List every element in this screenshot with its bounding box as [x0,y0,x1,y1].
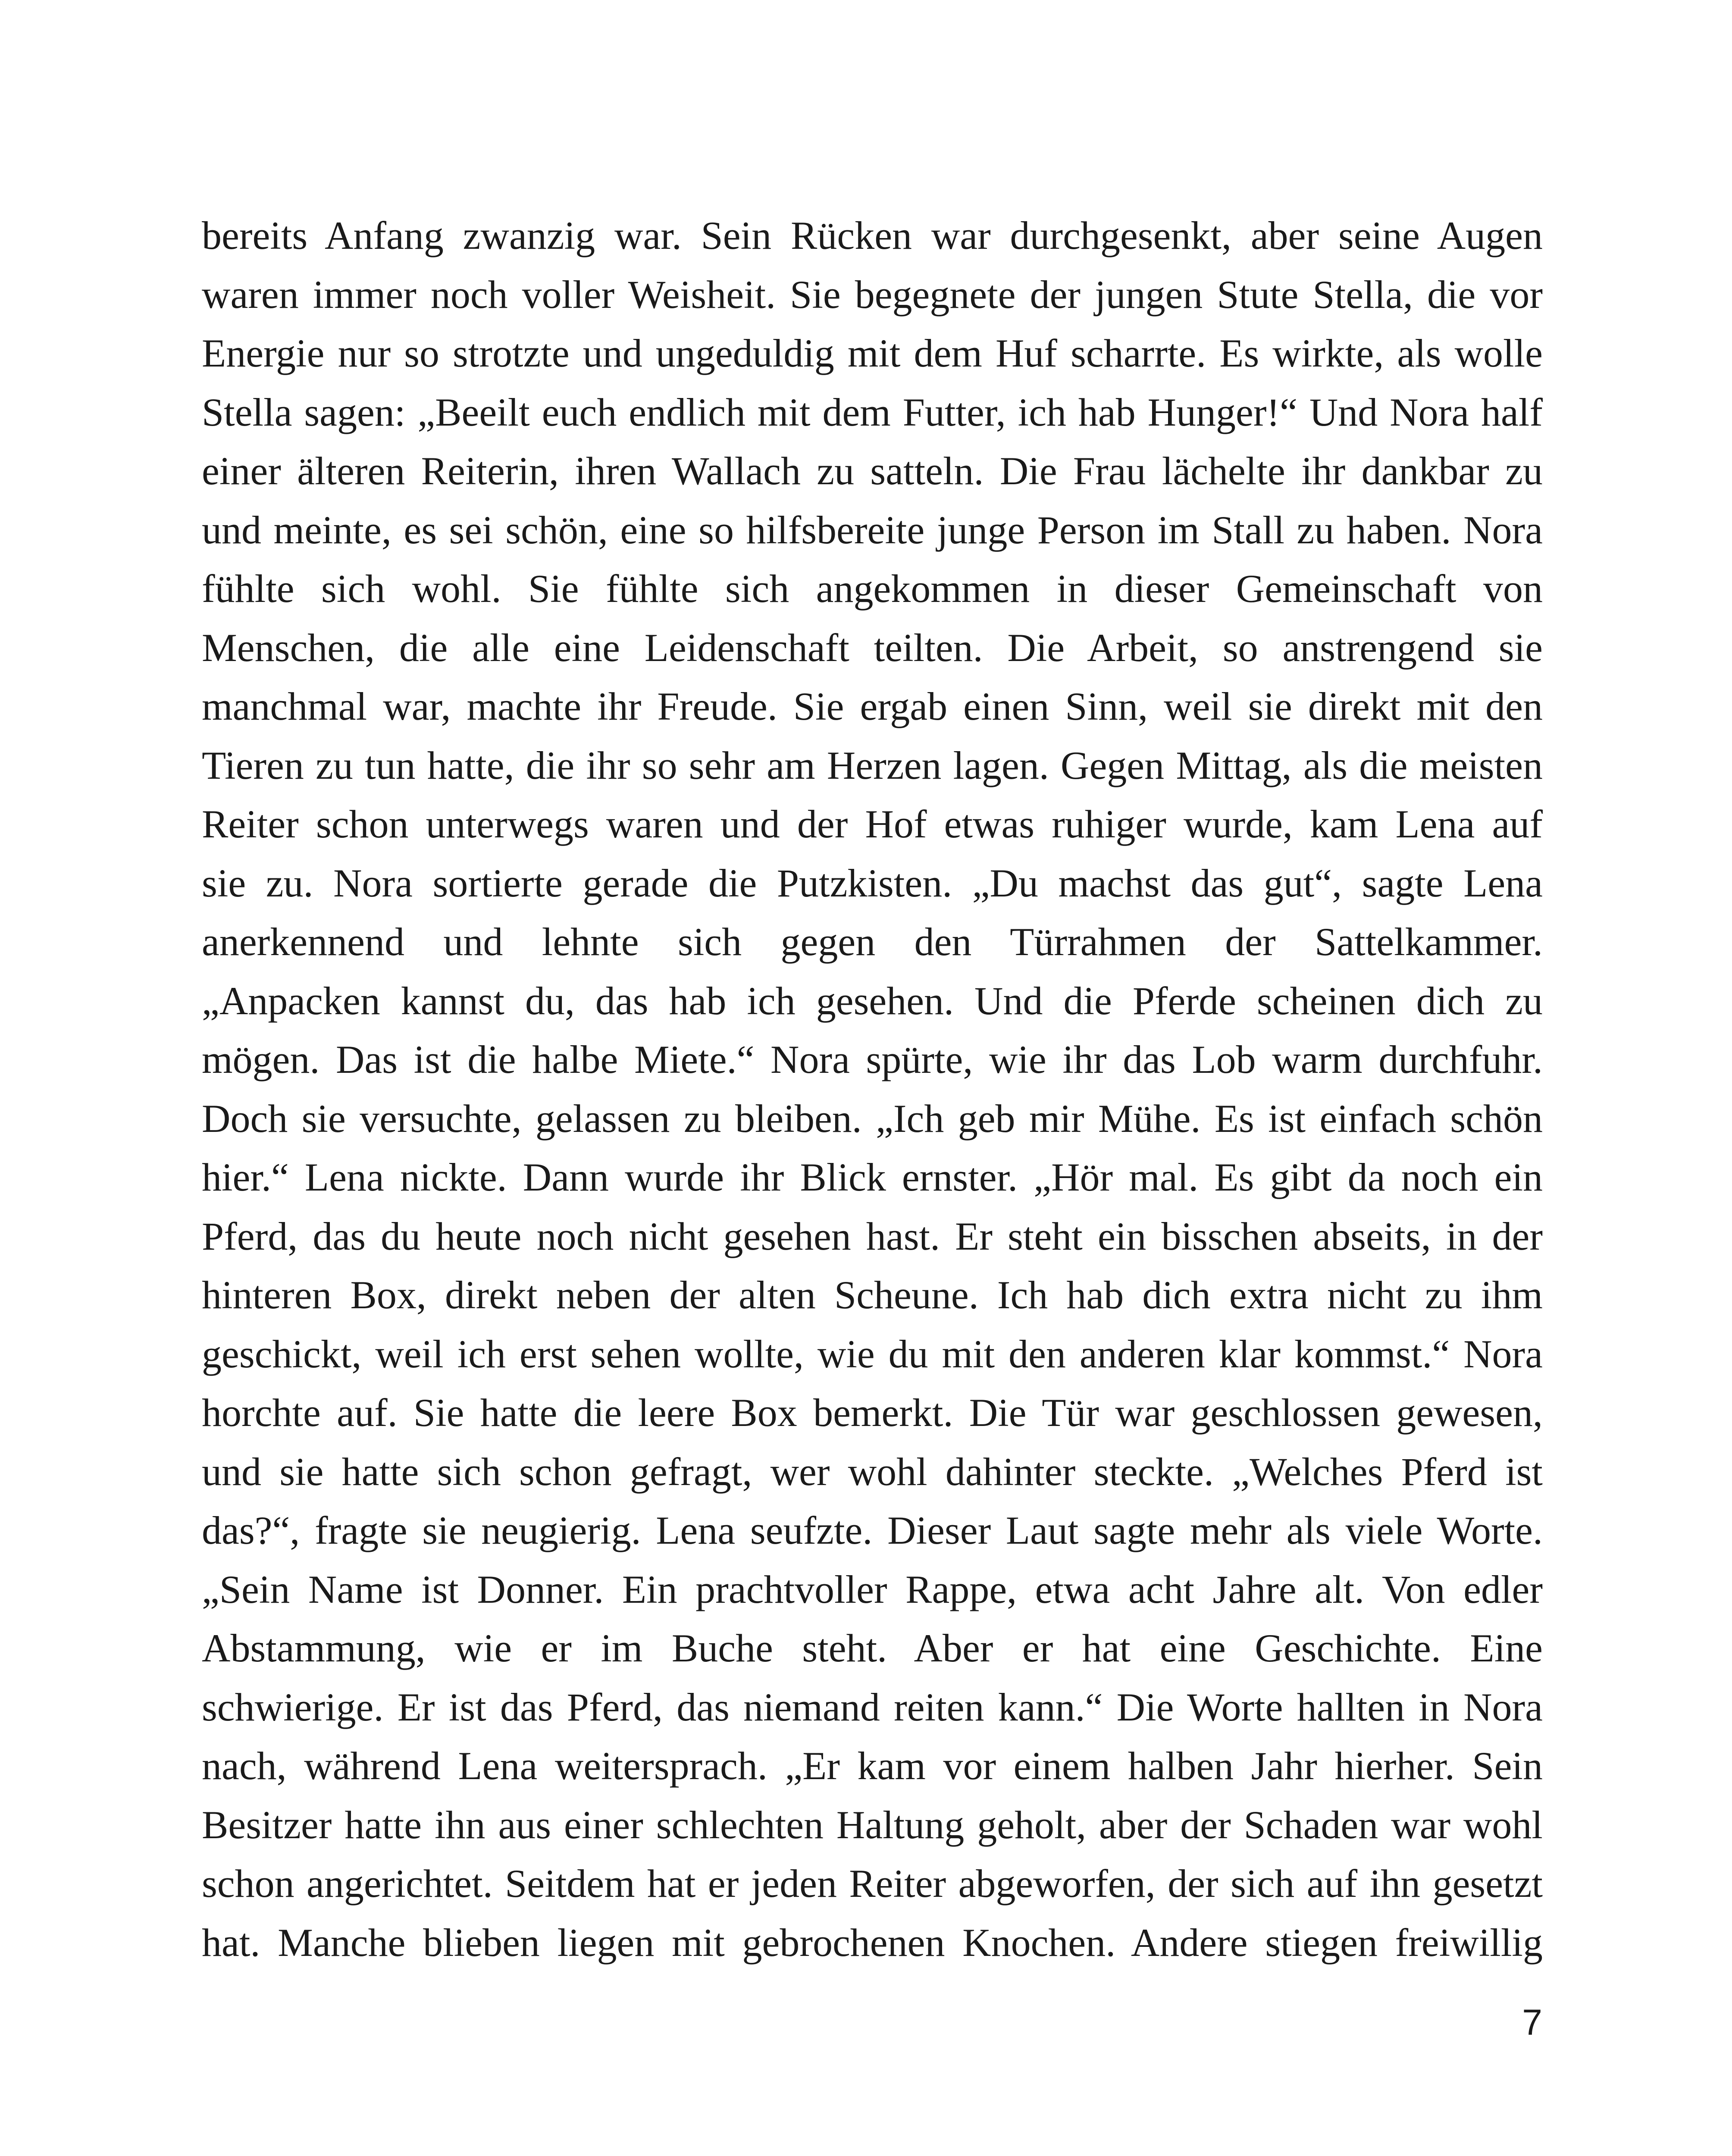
text-line: Menschen, die alle eine Leidenschaft teilten. Die Arbeit, so anstrengend sie [202,625,1543,670]
text-line: fühlte sich wohl. Sie fühlte sich angekommen in dieser Gemeinschaft von [202,567,1543,611]
text-line: das?“, fragte sie neugierig. Lena seufzte. Dieser Laut sagte mehr als viele Worte. [202,1508,1543,1552]
text-line: bereits Anfang zwanzig war. Sein Rücken war durchgesenkt, aber seine Augen [202,213,1543,257]
text-line: schwierige. Er ist das Pferd, das niemand reiten kann.“ Die Worte hallten in Nora [202,1685,1543,1729]
text-line: Besitzer hatte ihn aus einer schlechten Haltung geholt, aber der Schaden war wohl [202,1802,1543,1847]
text-line: Energie nur so strotzte und ungeduldig mit dem Huf scharrte. Es wirkte, als wolle [202,331,1543,375]
text-line: „Anpacken kannst du, das hab ich gesehen. Und die Pferde scheinen dich zu [202,978,1543,1023]
text-line: horchte auf. Sie hatte die leere Box bemerkt. Die Tür war geschlossen gewesen, [202,1391,1543,1435]
text-line: hier.“ Lena nickte. Dann wurde ihr Blick ernster. „Hör mal. Es gibt da noch ein [202,1155,1543,1199]
text-line: geschickt, weil ich erst sehen wollte, wie du mit den anderen klar kommst.“ Nora [202,1332,1543,1376]
text-line: hinteren Box, direkt neben der alten Scheune. Ich hab dich extra nicht zu ihm [202,1273,1543,1317]
text-line: Stella sagen: „Beeilt euch endlich mit dem Futter, ich hab Hunger!“ Und Nora half [202,390,1543,434]
body-text [202,206,1543,1972]
text-line: sie zu. Nora sortierte gerade die Putzkisten. „Du machst das gut“, sagte Lena [202,861,1543,905]
text-line: manchmal war, machte ihr Freude. Sie ergab einen Sinn, weil sie direkt mit den [202,684,1543,728]
text-line: anerkennend und lehnte sich gegen den Türrahmen der Sattelkammer. [202,920,1543,964]
text-line: Tieren zu tun hatte, die ihr so sehr am Herzen lagen. Gegen Mittag, als die meisten [202,743,1543,787]
text-line: Pferd, das du heute noch nicht gesehen hast. Er steht ein bisschen abseits, in der [202,1214,1543,1258]
text-line: waren immer noch voller Weisheit. Sie begegnete der jungen Stute Stella, die vor [202,272,1543,317]
text-line: und sie hatte sich schon gefragt, wer wohl dahinter steckte. „Welches Pferd ist [202,1449,1543,1494]
text-line: mögen. Das ist die halbe Miete.“ Nora spürte, wie ihr das Lob warm durchfuhr. [202,1037,1543,1081]
text-line: Reiter schon unterwegs waren und der Hof etwas ruhiger wurde, kam Lena auf [202,802,1543,846]
page-number: 7 [1522,2002,1542,2043]
text-line: schon angerichtet. Seitdem hat er jeden Reiter abgeworfen, der sich auf ihn gesetzt [202,1861,1543,1905]
text-line: „Sein Name ist Donner. Ein prachtvoller Rappe, etwa acht Jahre alt. Von edler [202,1567,1543,1611]
text-line: hat. Manche blieben liegen mit gebrochenen Knochen. Andere stiegen freiwillig [202,1920,1543,1965]
text-line: nach, während Lena weitersprach. „Er kam vor einem halben Jahr hierher. Sein [202,1744,1543,1788]
text-line: Doch sie versuchte, gelassen zu bleiben. „Ich geb mir Mühe. Es ist einfach schön [202,1096,1543,1141]
text-line: und meinte, es sei schön, eine so hilfsbereite junge Person im Stall zu haben. Nora [202,508,1543,552]
text-line: einer älteren Reiterin, ihren Wallach zu satteln. Die Frau lächelte ihr dankbar zu [202,449,1543,493]
text-line: Abstammung, wie er im Buche steht. Aber er hat eine Geschichte. Eine [202,1626,1543,1670]
